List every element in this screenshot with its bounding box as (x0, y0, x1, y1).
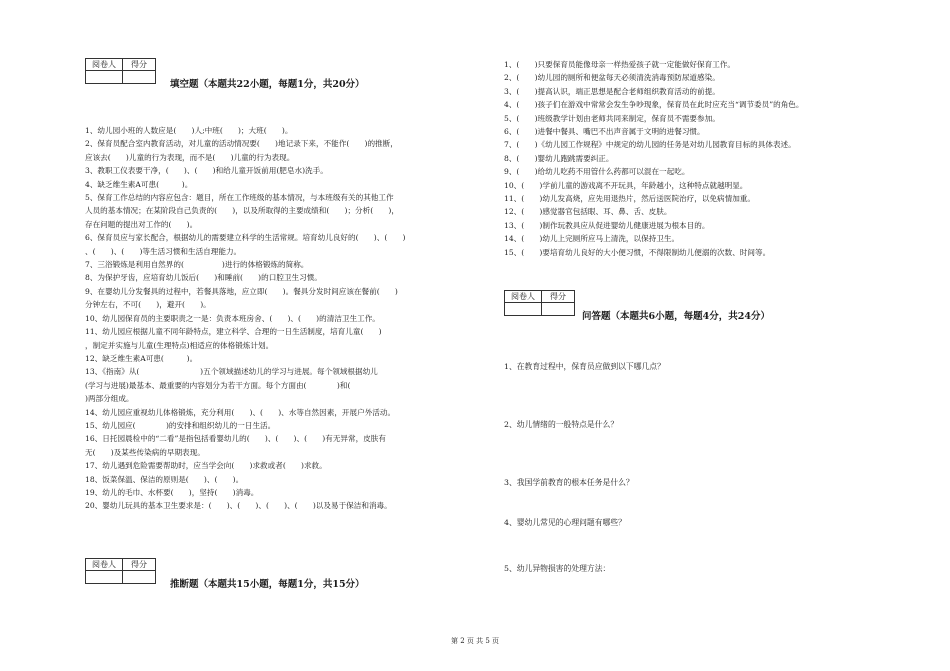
fill-line: 3、教职工仪表要干净，( )、( )和给儿童开饭前用(肥皂水)洗手。 (85, 166, 328, 176)
judge-line: 8、( )婴幼儿跑跳需要纠正。 (504, 153, 614, 163)
fill-line: 4、缺乏维生素A可患( )。 (85, 179, 193, 189)
fill-line: 11、幼儿园应根据儿童不同年龄特点，建立科学、合理的一日生活制度，培育儿童( ) (85, 327, 382, 337)
grader-box-fill (85, 58, 156, 84)
grader-box-judge (85, 558, 156, 584)
judge-line: 12、( )感觉器官包括眼、耳、鼻、舌、皮肤。 (504, 207, 672, 217)
fill-line: 14、幼儿园应重视幼儿体格锻炼，充分利用( )、( )、水等自然因素，开展户外活动。 (85, 407, 396, 417)
essay-question: 1、在教育过程中，保育员应做到以下哪几点？ (504, 362, 665, 371)
judge-line: 3、( )提高认识，端正思想是配合老师组织教育活动的前提。 (504, 86, 720, 96)
fill-line: 12、缺乏维生素A可患( )。 (85, 353, 198, 363)
reviewer-label: 阅卷人 (505, 291, 542, 303)
judge-line: 14、( )幼儿上完厕所应马上清洗，以保持卫生。 (504, 234, 680, 244)
fill-line: 16、日托园晨检中的“二看”是指包括看婴幼儿的( )、( )、( )有无异常，皮肤有 (85, 434, 386, 444)
fill-line: 应该去( )儿童的行为表现，而不是( )儿童的行为表现。 (85, 152, 295, 162)
fill-questions (85, 124, 490, 513)
fill-line: ，制定并实施与儿童(生理特点)相适应的体格锻炼计划。 (85, 340, 274, 350)
judge-line: 1、( )只要保育员能像母亲一样热爱孩子就一定能做好保育工作。 (504, 60, 735, 69)
judge-line: 15、( )要培育幼儿良好的大小便习惯，不得限制幼儿便溺的次数、时间等。 (504, 247, 771, 257)
judge-line: 7、( )《幼儿园工作规程》中规定的幼儿园的任务是对幼儿园教育目标的具体表述。 (504, 140, 796, 150)
fill-line: 分钟左右，不可( )，避开( )。 (85, 300, 211, 310)
essay-question: 2、幼儿情绪的一般特点是什么？ (504, 420, 619, 429)
fill-line: 9、在婴幼儿分发餐具的过程中，若餐具落地，应立即( )。餐具分发时间应该在餐前( ) (85, 286, 398, 296)
essay-question: 4、婴幼儿常见的心理问题有哪些？ (504, 518, 626, 527)
judge-line: 2、( )幼儿园的厕所和便盆每天必须清洗消毒预防尿道感染。 (504, 73, 720, 83)
reviewer-label: 阅卷人 (86, 59, 123, 71)
fill-line: 2、保育员配合室内教育活动，对儿童的活动情况要( )地记录下来，不能作( )的推断， (85, 139, 398, 149)
fill-line: 19、幼儿的毛巾、水杯要( )，坚持( )消毒。 (85, 487, 259, 497)
judge-line: 4、( )孩子们在游戏中常常会发生争吵现象，保育员在此时应充当“调节委员”的角色。 (504, 100, 804, 110)
grader-box-essay (504, 290, 575, 316)
essay-section-title: 问答题（本题共6小题，每题4分，共24分） (582, 311, 770, 322)
judge-line: 11、( )幼儿发高烧，应先用退热片，然后送医院治疗，以免病情加重。 (504, 194, 755, 204)
fill-line: 6、保育员应与家长配合，根据幼儿的需要建立科学的生活常规。培育幼儿良好的( )、( ) (85, 233, 406, 243)
page-footer: 第 2 页 共 5 页 (450, 637, 500, 645)
fill-line: 8、为保护牙齿，应培育幼儿饭后( )和睡前( )的口腔卫生习惯。 (85, 273, 322, 283)
judge-line: 10、( )学前儿童的游戏离不开玩具，年龄越小，这种特点就越明显。 (504, 180, 748, 190)
fill-line: 存在问题的提出对工作的( )。 (85, 219, 198, 229)
fill-line: 17、幼儿遇到危险需要帮助时，应当学会向( )求救或者( )求救。 (85, 461, 327, 471)
essay-question: 3、我国学前教育的根本任务是什么？ (504, 478, 634, 487)
fill-line: 20、婴幼儿玩具的基本卫生要求是：( )、( )、( )、( )以及易于保洁和消毒。 (85, 501, 392, 511)
score-label: 得分 (123, 59, 156, 71)
fill-line: (学习与进展)最基本、最重要的内容划分为若干方面。每个方面由( )和( (85, 380, 351, 390)
left-column (85, 58, 485, 590)
judge-line: 9、( )给幼儿吃药不用管什么药都可以混在一起吃。 (504, 167, 690, 177)
judge-section-title: 推断题（本题共15小题，每题1分，共15分） (170, 579, 365, 590)
essay-question: 5、幼儿异物损害的处理方法： (504, 564, 611, 573)
fill-line: 1、幼儿园小班的人数应是( )人;中班( )；大班( )。 (85, 126, 293, 135)
fill-line: 7、三浴锻炼是利用自然界的( )进行的体格锻炼的简称。 (85, 260, 309, 270)
fill-section-title: 填空题（本题共22小题，每题1分，共20分） (170, 79, 365, 90)
reviewer-label: 阅卷人 (86, 559, 123, 571)
judge-line: 13、( )制作玩教具应从促进婴幼儿健康进展为根本目的。 (504, 220, 710, 230)
judge-questions (504, 58, 904, 259)
fill-line: 、( )、( )等生活习惯和生活自理能力。 (85, 246, 242, 256)
score-label: 得分 (542, 291, 575, 303)
fill-line: 5、保育工作总结的内容应包含：题目，所在工作班级的基本情况，与本班级有关的其他工作 (85, 193, 394, 203)
fill-line: 13、《指南》从( )五个领域描述幼儿的学习与进展。每个领域根据幼儿 (85, 367, 378, 377)
fill-line: 15、幼儿园应( )的安排和组织幼儿的一日生活。 (85, 420, 276, 430)
judge-line: 5、( )班级教学计划由老师共同来制定，保育员不需要参加。 (504, 113, 720, 123)
fill-line: 人员的基本情况；在某阶段自己负责的( )，以及所取得的主要成绩和( )；分析( )， (85, 206, 399, 216)
score-label: 得分 (123, 559, 156, 571)
fill-line: )两部分组成。 (85, 394, 134, 404)
judge-line: 6、( )进餐中餐具、嘴巴不出声音属于文明的进餐习惯。 (504, 127, 705, 137)
fill-line: 无( )及某些传染病的早期表现。 (85, 447, 205, 457)
fill-line: 18、饭菜保温、保洁的原则是( )、( )。 (85, 474, 244, 484)
fill-line: 10、幼儿园保育员的主要职责之一是：负责本班房舍、( )、( )的清洁卫生工作。 (85, 313, 380, 323)
